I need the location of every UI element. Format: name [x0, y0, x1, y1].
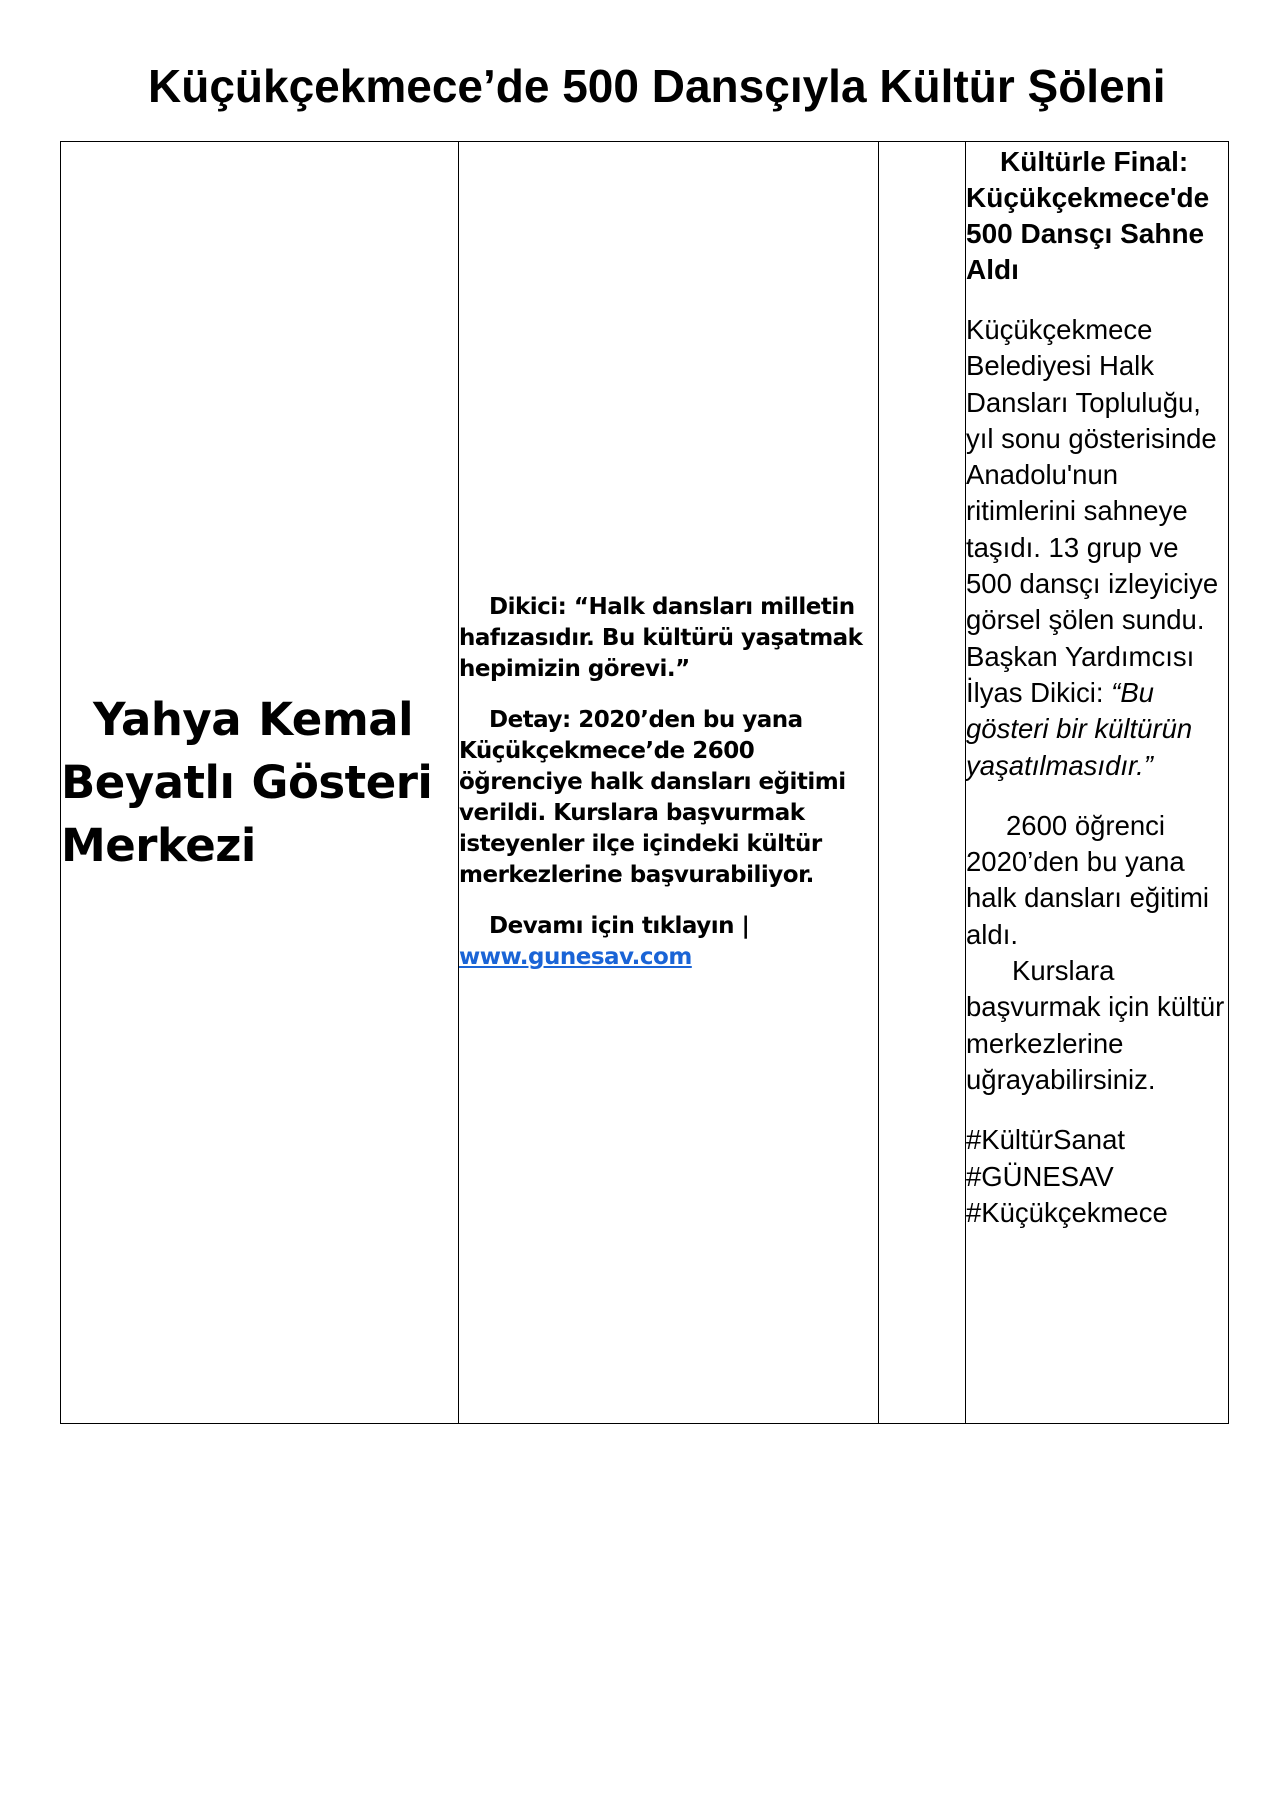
empty-cell — [879, 142, 966, 1424]
article-body-text: Küçükçekmece Belediyesi Halk Dansları Topluluğu, yıl sonu gösterisinde Anadolu'nun ritimlerini sahneye taşıdı. 13 grup ve 500 dansçı izleyiciye görsel şölen sundu. Başkan Yardımcısı İlyas Dikici: — [966, 314, 1219, 708]
detail-paragraph: Detay: 2020’den bu yana Küçükçekmece’de 2600 öğrenciye halk dansları eğitimi verildi. Kurslara başvurmak isteyenler ilçe içindeki kültür merkezlerine başvurabiliyor. — [459, 707, 846, 888]
article-stat: 2600 öğrenci 2020’den bu yana halk dansları eğitimi aldı. — [966, 809, 1210, 950]
content-table — [60, 141, 1229, 1424]
article-courses: Kurslara başvurmak için kültür merkezlerine uğrayabilirsiniz. — [966, 955, 1225, 1095]
article-quote: “Bu gösteri bir kültürün yaşatılmasıdır.” — [966, 676, 1193, 781]
website-link[interactable]: www.gunesav.com — [459, 944, 692, 970]
dikici-quote: Dikici: “Halk dansları milletin hafızasıdır. Bu kültürü yaşatmak hepimizin görevi.” — [459, 594, 863, 682]
venue-name: Yahya Kemal Beyatlı Gösteri Merkezi — [61, 693, 433, 872]
article-cell — [966, 142, 1229, 1424]
article-headline: Kültürle Final: Küçükçekmece'de 500 Dansçı Sahne Aldı — [966, 146, 1210, 285]
article-body — [966, 312, 1228, 784]
page-title: Küçükçekmece’de 500 Dansçıyla Kültür Şöleni — [148, 60, 1166, 112]
tag-kucukcekmece: #Küçükçekmece — [966, 1196, 1168, 1228]
article-tags — [966, 1122, 1228, 1231]
venue-cell — [61, 142, 459, 1424]
tag-kultursanat: #KültürSanat — [966, 1124, 1125, 1156]
table-row — [61, 142, 1229, 1424]
more-label: Devamı için tıklayın | — [489, 913, 750, 939]
tag-gunesav: #GÜNESAV — [966, 1160, 1114, 1192]
quotes-cell — [459, 142, 879, 1424]
more-info-paragraph — [459, 911, 878, 973]
